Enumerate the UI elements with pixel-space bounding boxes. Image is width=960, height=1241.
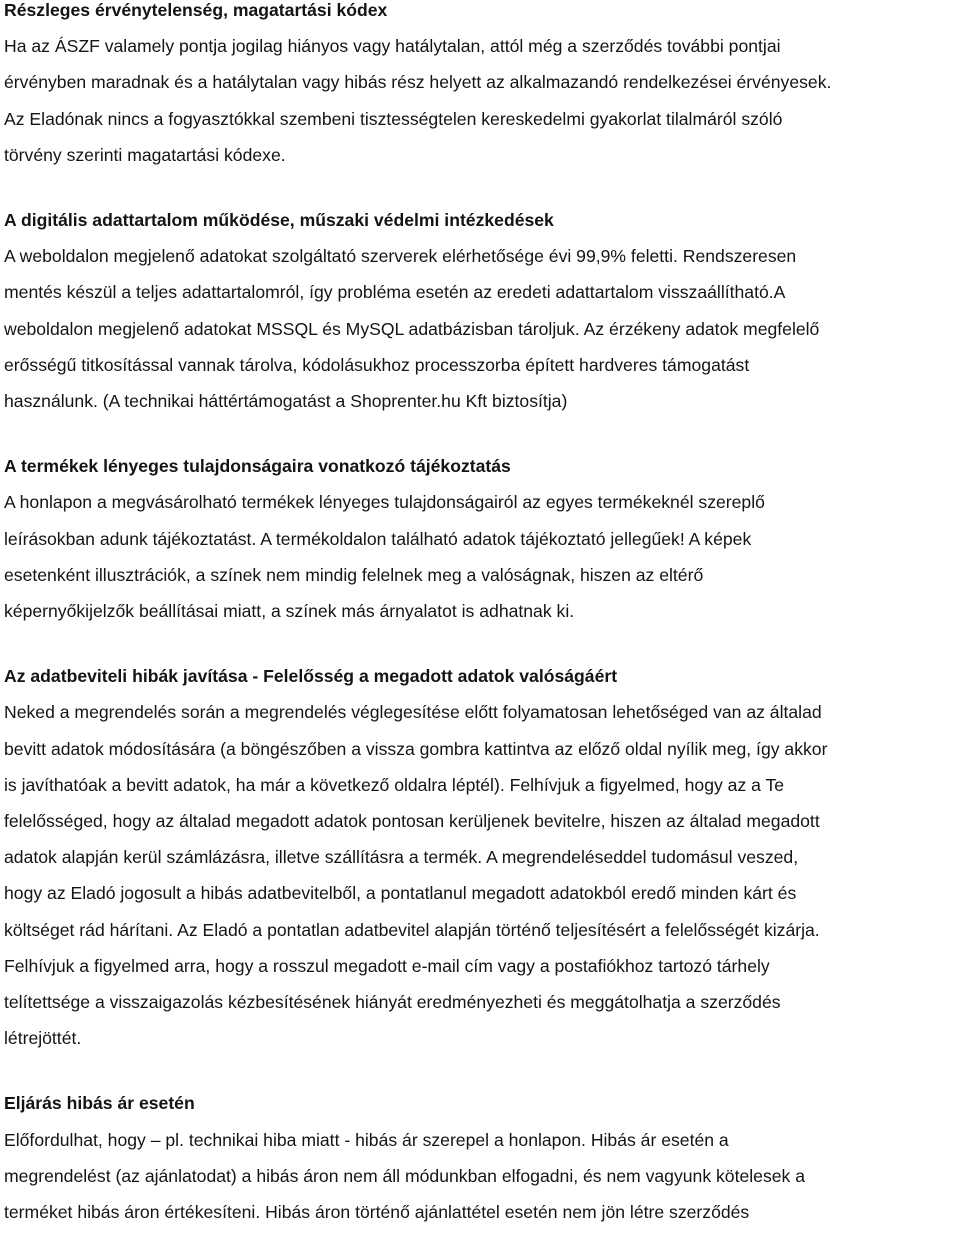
text-line: leírásokban adunk tájékoztatást. A termékoldalon található adatok tájékoztató jellegűek! A képek — [4, 528, 752, 549]
text-line: érvényben maradnak és a hatálytalan vagy hibás rész helyett az alkalmazandó rendelkezései érvényesek. — [4, 72, 832, 93]
text-line: weboldalon megjelenő adatokat MSSQL és MySQL adatbázisban tároljuk. Az érzékeny adatok megfelelő — [4, 318, 820, 339]
text-line: Felhívjuk a figyelmed arra, hogy a rosszul megadott e-mail cím vagy a postafiókhoz tartozó tárhely — [4, 955, 770, 976]
section-body — [4, 238, 954, 419]
text-line: Előfordulhat, hogy – pl. technikai hiba miatt - hibás ár szerepel a honlapon. Hibás ár esetén a — [4, 1129, 729, 1150]
text-line: Ha az ÁSZF valamely pontja jogilag hiányos vagy hatálytalan, attól még a szerződés további pontjai — [4, 36, 781, 57]
text-line: Neked a megrendelés során a megrendelés véglegesítése előtt folyamatosan lehetőséged van az általad — [4, 702, 822, 723]
text-line: A honlapon a megvásárolható termékek lényeges tulajdonságairól az egyes termékeknél szereplő — [4, 492, 765, 513]
text-line: mentés készül a teljes adattartalomról, így probléma esetén az eredeti adattartalom visszaállítható.A — [4, 282, 786, 303]
text-line: is javíthatóak a bevitt adatok, ha már a következő oldalra léptél). Felhívjuk a figyelmed, hogy az a Te — [4, 774, 785, 795]
text-line: képernyőkijelzők beállításai miatt, a színek más árnyalatot is adhatnak ki. — [4, 601, 575, 622]
section-gap — [4, 629, 954, 658]
text-line: törvény szerinti magatartási kódexe. — [4, 144, 286, 165]
section-heading: Eljárás hibás ár esetén — [4, 1093, 195, 1114]
text-line: adatok alapján kerül számlázásra, illetve szállításra a termék. A megrendeléseddel tudomásul veszed, — [4, 847, 799, 868]
section-gap — [4, 173, 954, 202]
text-line: terméket hibás áron értékesíteni. Hibás áron történő ajánlattétel esetén nem jön létre szerződés — [4, 1202, 750, 1223]
text-line: költséget rád hárítani. Az Eladó a pontatlan adatbevitel alapján történő teljesítésért a felelősségét kizárja. — [4, 919, 820, 940]
text-line: telítettsége a visszaigazolás kézbesítésének hiányát eredményezheti és meggátolhatja a szerződés — [4, 992, 781, 1013]
text-line: erősségű titkosítással vannak tárolva, kódolásukhoz processzorba épített hardveres támogatást — [4, 354, 750, 375]
section-heading: Az adatbeviteli hibák javítása - Felelősség a megadott adatok valóságáért — [4, 666, 618, 687]
text-line: esetenként illusztrációk, a színek nem mindig felelnek meg a valóságnak, hiszen az eltérő — [4, 564, 704, 585]
text-line: hogy az Eladó jogosult a hibás adatbevitelből, a pontatlanul megadott adatokból eredő minden kárt és — [4, 883, 797, 904]
text-line: létrejöttét. — [4, 1028, 82, 1049]
section-body — [4, 1122, 954, 1231]
section-digital-content — [4, 202, 954, 419]
section-gap — [4, 1056, 954, 1085]
section-partial-invalidity — [4, 0, 954, 173]
section-heading: A digitális adattartalom működése, műszaki védelmi intézkedések — [4, 210, 554, 231]
text-line: felelősséged, hogy az általad megadott adatok pontosan kerüljenek bevitelre, hiszen az általad megadott — [4, 811, 820, 832]
section-heading: Részleges érvénytelenség, magatartási kódex — [4, 0, 388, 20]
section-heading: A termékek lényeges tulajdonságaira vonatkozó tájékoztatás — [4, 456, 511, 477]
section-gap — [4, 419, 954, 448]
section-data-entry-errors — [4, 658, 954, 1056]
section-body — [4, 28, 954, 173]
section-body — [4, 484, 954, 629]
section-body — [4, 694, 954, 1056]
section-wrong-price — [4, 1085, 954, 1230]
text-line: bevitt adatok módosítására (a böngészőben a vissza gombra kattintva az előző oldal nyílik meg, így akkor — [4, 738, 828, 759]
text-line: A weboldalon megjelenő adatokat szolgáltató szerverek elérhetősége évi 99,9% feletti. Rendszeresen — [4, 246, 797, 267]
text-line: megrendelést (az ajánlatodat) a hibás áron nem áll módunkban elfogadni, és nem vagyunk kötelesek a — [4, 1165, 806, 1186]
document-page — [4, 0, 954, 1230]
text-line: használunk. (A technikai háttértámogatást a Shoprenter.hu Kft biztosítja) — [4, 391, 568, 412]
text-line: Az Eladónak nincs a fogyasztókkal szembeni tisztességtelen kereskedelmi gyakorlat tilalmáról szóló — [4, 108, 783, 129]
section-product-properties — [4, 448, 954, 629]
